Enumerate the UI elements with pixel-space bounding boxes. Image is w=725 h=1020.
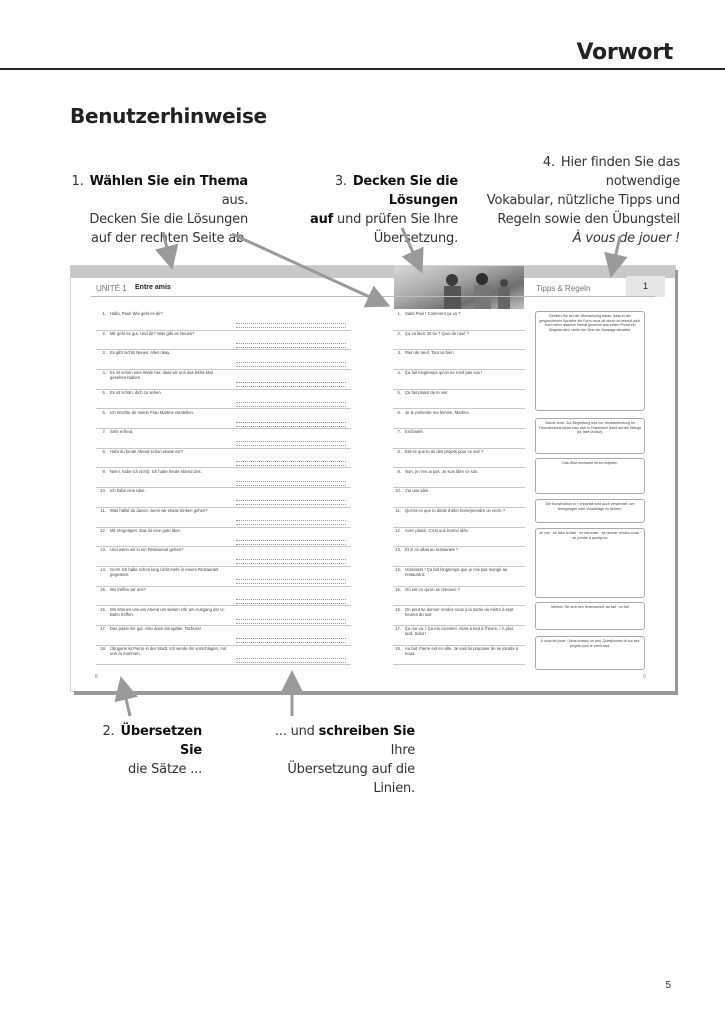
sentence-text: Enchanté.: [405, 429, 424, 435]
sentence-text: Et si on allait au restaurant ?: [405, 547, 459, 553]
sentence-number: 5.: [102, 389, 106, 395]
sentence-number: 1.: [397, 311, 401, 316]
sentence-text: Qu'est-ce que tu dirais d'aller boire/prendre un verre ?: [405, 508, 506, 513]
tip-box: Das Wort enchanté ist ein Adjektiv.: [535, 458, 645, 494]
sentence-text: Non, je n'en ai pas. Je suis libre ce soir.: [405, 468, 479, 474]
header-title: Vorwort: [576, 40, 673, 65]
sentence-text: Das passt mir gut. Also dann bis später, Tschüss!: [110, 626, 201, 632]
page-title: Benutzerhinweise: [70, 104, 267, 128]
tips-label: Tipps & Regeln: [536, 284, 591, 293]
sentence-text: Je te présente ma femme, Martine.: [405, 409, 470, 415]
instruction-text: Hier finden Sie das notwendige: [560, 155, 680, 189]
tip-box: Savoir-vivre: Zur Begrüßung und zur Verabschiedung im Freundeskreis küsst man sich in Frankreich leicht auf die Wange (se faire la bise).: [535, 418, 645, 454]
instruction-text: ... und: [274, 724, 319, 739]
sentence-number: 3.: [397, 350, 401, 356]
sentence-number: 17.: [395, 626, 401, 632]
arrow-1b: [232, 234, 385, 304]
sentence-text: Übrigens ist Pierre in der Stadt. Ich werde ihn vorschlagen, mit uns zu kommen.: [110, 645, 226, 656]
sentence-text: Hallo, Paul! Wie geht es dir?: [110, 311, 163, 316]
page-number-tab: 1: [626, 276, 665, 297]
instruction-text: Übersetzung.: [373, 231, 458, 246]
sentence-text: Es ist schon eine Weile her, dass wir uns das letzte Mal gesehen haben!: [110, 370, 213, 381]
sentence-text: Wo treffen wir uns?: [110, 586, 146, 592]
arrow-4: [612, 236, 620, 272]
instruction-text: Regeln sowie den Übungsteil: [497, 212, 680, 227]
arrow-1: [163, 232, 171, 264]
sentence-number: 15.: [100, 586, 106, 592]
folio-right: 9: [643, 674, 646, 680]
arrow-3: [402, 228, 420, 268]
instruction-bold: Übersetzen Sie: [120, 724, 202, 758]
instruction-number: 3.: [334, 174, 347, 189]
sentence-number: 1.: [102, 311, 106, 316]
page-number: 5: [665, 980, 671, 991]
sentence-number: 2.: [102, 330, 106, 336]
sentence-number: 16.: [100, 606, 106, 612]
instruction-bold: auf: [310, 212, 334, 227]
instruction-bold: schreiben Sie: [318, 724, 415, 739]
sentence-number: 2.: [397, 330, 401, 336]
sentence-number: 10.: [395, 488, 401, 494]
sentence-text: Avec plaisir. C'est une bonne idée.: [405, 527, 470, 533]
sentence-number: 13.: [395, 547, 401, 553]
arrow-2: [122, 682, 130, 716]
sentence-text: Rien de neuf. Tout va bien.: [405, 350, 455, 356]
tip-box: Die Konstruktion si + imparfait wird auch verwendet, um Anregungen oder Vorschläge zu äußern.: [535, 499, 645, 523]
instruction-number: 4.: [542, 155, 555, 170]
sentence-text: On peut se donner rendez-vous à la sortie du métro à sept heures du soir.: [405, 606, 514, 617]
sentence-number: 5.: [397, 389, 401, 395]
sentence-text: Mit Vergnügen. Das ist eine gute Idee.: [110, 527, 181, 533]
sentence-number: 11.: [100, 508, 106, 513]
sentence-number: 11.: [395, 508, 401, 513]
sentence-text: Salut Paul ! Comment ça va ?: [405, 311, 461, 316]
sentence-number: 7.: [397, 429, 401, 435]
instruction-bold: Decken Sie die Lösungen: [352, 174, 458, 208]
sentence-text: Où est-ce qu'on se retrouve ?: [405, 586, 461, 592]
sentence-number: 12.: [395, 527, 401, 533]
instruction-text: aus.: [221, 193, 248, 208]
sentence-number: 4.: [102, 370, 106, 376]
instruction-number: 2.: [102, 724, 115, 739]
sentence-text: Gern! Ich habe schon lang nicht mehr in einem Restaurant gegessen.: [110, 567, 219, 578]
instruction-text: Ihre: [390, 743, 415, 758]
folio-left: 8: [95, 674, 98, 680]
instruction-text: Vokabular, nützliche Tipps und: [486, 193, 680, 208]
sentence-number: 8.: [102, 448, 106, 454]
sentence-text: Nein!, habe ich nicht). Ich habe heute Abend Zeit.: [110, 468, 202, 474]
sentence-number: 16.: [395, 606, 401, 612]
sentence-number: 7.: [102, 429, 106, 435]
instruction-text: auf der rechten Seite ab.: [91, 231, 248, 246]
sentence-text: Au fait, Pierre est en ville. Je vais lui proposer de se joindre à nous.: [405, 645, 519, 656]
instruction-text: die Sätze ...: [127, 762, 202, 777]
sentence-text: Ich möchte dir meine Frau Martine vorstellen.: [110, 409, 195, 415]
sentence-text: Habt du heute Abend schon etwas vor?: [110, 448, 184, 454]
unit-title: Entre amis: [135, 284, 171, 291]
sentence-number: 14.: [395, 567, 401, 573]
sentence-number: 10.: [100, 488, 106, 494]
tip-box: se voir · se faire la bise · se retrouver · se donner rendez-vous · se joindre à quelqu'un: [535, 528, 645, 598]
sentence-number: 9.: [397, 468, 401, 474]
sentence-number: 8.: [397, 448, 401, 454]
sentence-text: Volontiers ! Ça fait longtemps que je n'ai pas mangé au restaurant.: [405, 567, 508, 578]
instruction-italic: À vous de jouer !: [572, 231, 680, 246]
sentence-number: 15.: [395, 586, 401, 592]
tip-box: Denken Sie bei der Übersetzung daran, dass in der gesprochenen Sprache die Form nous oft durch on ersetzt wird. Auch wenn dadurch formal gesehen aus einem Plural ein Singular wird, bleibt der Sinn der Aussage derselbe.: [535, 311, 645, 411]
sentence-text: Es gibt nichts Neues. Alles okay.: [110, 350, 171, 356]
sentence-text: Und wenn wir in ein Restaurant gehen?: [110, 547, 184, 553]
sentence-number: 17.: [100, 626, 106, 632]
sentence-text: Ça me va. / Ça me convient. Alors à tout à l'heure. / À plus tard. Salut !: [405, 626, 514, 637]
sentence-number: 9.: [102, 468, 106, 474]
instruction-text: Decken Sie die Lösungen: [89, 212, 248, 227]
sentence-text: Was hältst du davon, wenn wir etwas trinken gehen?: [110, 508, 208, 513]
tip-box: À vous de jouer ! Vous croisez un ami. Questionnez-le sur ses projets pour le week-end.: [535, 636, 645, 670]
instruction-text: Übersetzung auf die Linien.: [287, 762, 415, 796]
sentence-text: Ich habe eine Idee.: [110, 488, 146, 494]
sentence-number: 18.: [395, 645, 401, 651]
sentence-text: Ça fait plaisir de te voir.: [405, 389, 449, 395]
sentence-text: Ça fait longtemps qu'on ne s'est pas vus !: [405, 370, 483, 376]
instruction-number: 1.: [71, 174, 84, 189]
sentence-text: Wir können uns am Abend um sieben Uhr am Ausgang der U-Bahn treffen.: [110, 606, 225, 617]
tip-box: Merken Sie sich den Unterschied: au fait · en fait: [535, 602, 645, 630]
unit-label: UNITÉ 1: [96, 284, 127, 293]
sentence-number: 4.: [397, 370, 401, 376]
sentence-number: 6.: [397, 409, 401, 415]
sentence-number: 14.: [100, 567, 106, 573]
sentence-text: Es ist schön, dich zu sehen.: [110, 389, 162, 395]
instruction-bold: Wählen Sie ein Thema: [89, 174, 248, 189]
sentence-text: Ça va bien. Et toi ? Quoi de neuf ?: [405, 330, 470, 336]
sentence-number: 6.: [102, 409, 106, 415]
instruction-text: und prüfen Sie Ihre: [333, 212, 458, 227]
sentence-number: 12.: [100, 527, 106, 533]
sentence-number: 3.: [102, 350, 106, 356]
sentence-text: J'ai une idée.: [405, 488, 430, 494]
sentence-text: Mir geht es gut. Und dir? Was gibt es Neues?: [110, 330, 195, 336]
sentence-text: Est-ce que tu as des projets pour ce soir ?: [405, 448, 484, 454]
sentence-number: 18.: [100, 645, 106, 651]
sentence-text: Sehr erfreut.: [110, 429, 134, 435]
sentence-number: 13.: [100, 547, 106, 553]
